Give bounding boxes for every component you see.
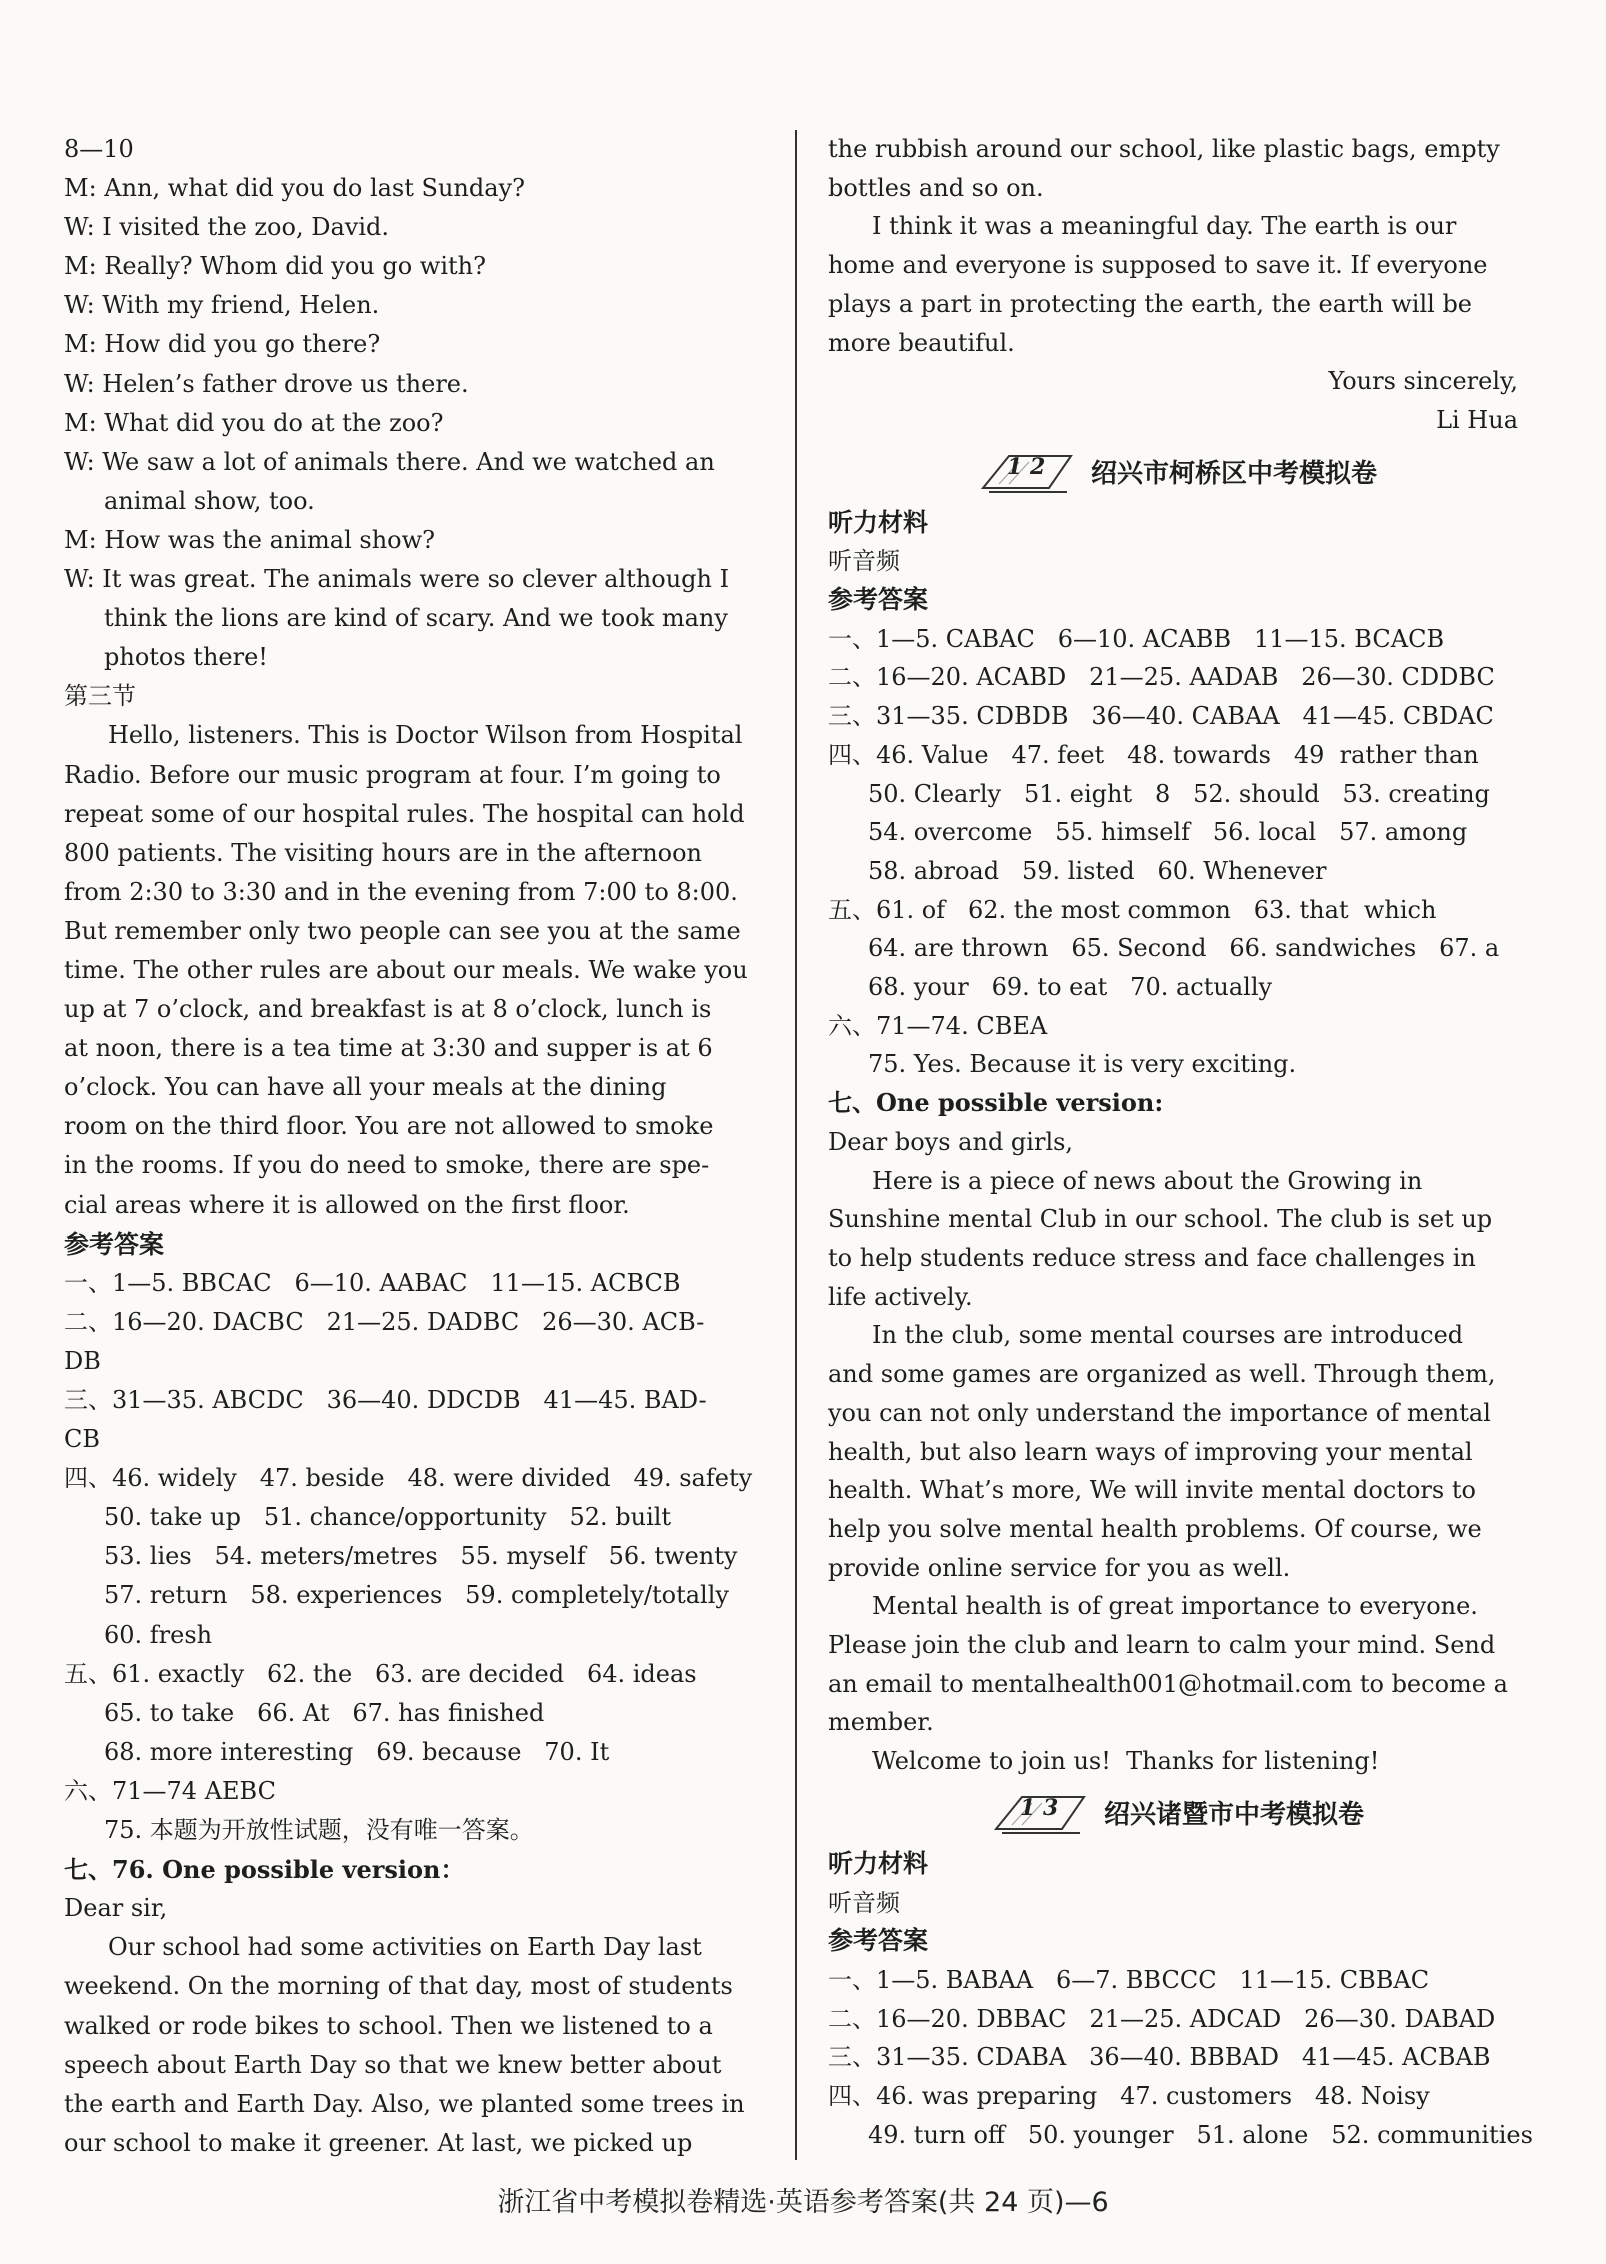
text-line: 五、61. of 62. the most common 63. that which — [828, 895, 1437, 924]
text-line: 七、76. One possible version： — [64, 1855, 465, 1885]
text-line: In the club, some mental courses are introduced — [872, 1321, 1464, 1350]
text-line: Here is a piece of news about the Growing in — [872, 1166, 1423, 1195]
section-header-12 — [828, 440, 1528, 504]
text-line: 听力材料 — [828, 507, 929, 537]
text-line: 三、31—35. CDBDB 36—40. CABAA 41—45. CBDAC — [828, 702, 1494, 731]
text-line: Please join the club and learn to calm your mind. Send — [828, 1631, 1496, 1660]
text-line: at noon, there is a tea time at 3:30 and supper is at 6 — [64, 1034, 713, 1063]
text-line: life actively. — [828, 1282, 973, 1311]
text-line: CB — [64, 1425, 100, 1454]
text-line: DB — [64, 1346, 101, 1375]
text-line: our school to make it greener. At last, we picked up — [64, 2128, 693, 2157]
text-line: the earth and Earth Day. Also, we planted some trees in — [64, 2089, 745, 2118]
text-line: help you solve mental health problems. Of course, we — [828, 1514, 1482, 1543]
section-number: 1 2 — [1006, 453, 1046, 480]
text-line: 四、46. widely 47. beside 48. were divided 49. safety — [64, 1464, 753, 1493]
section-13-body — [828, 1845, 1533, 2155]
text-line: o’clock. You can have all your meals at the dining — [64, 1073, 667, 1102]
section-number: 1 3 — [1019, 1794, 1059, 1821]
text-line: member. — [828, 1708, 934, 1737]
text-line: 64. are thrown 65. Second 66. sandwiches 67. a — [868, 934, 1500, 963]
letter-continuation — [828, 130, 1528, 440]
text-line: think the lions are kind of scary. And we took many — [104, 604, 728, 633]
book-icon — [992, 1791, 1088, 1835]
text-line: weekend. On the morning of that day, most of students — [64, 1972, 733, 2001]
text-line: 54. overcome 55. himself 56. local 57. among — [868, 818, 1468, 847]
text-line: 68. more interesting 69. because 70. It — [104, 1737, 610, 1766]
text-line: to help students reduce stress and face challenges in — [828, 1243, 1476, 1272]
section-header-13 — [828, 1781, 1528, 1845]
text-line: 三、31—35. CDABA 36—40. BBBAD 41—45. ACBAB — [828, 2043, 1491, 2072]
text-line: time. The other rules are about our meals. We wake you — [64, 955, 748, 984]
text-line: 六、71—74. CBEA — [828, 1011, 1048, 1040]
text-line: 68. your 69. to eat 70. actually — [868, 973, 1273, 1002]
text-line: cial areas where it is allowed on the first floor. — [64, 1190, 630, 1219]
text-line: 53. lies 54. meters/metres 55. myself 56. twenty — [104, 1542, 738, 1571]
text-line: from 2:30 to 3:30 and in the evening from 7:00 to 8:00. — [64, 877, 738, 906]
section-12-body — [828, 504, 1528, 1781]
text-line: But remember only two people can see you at the same — [64, 916, 741, 945]
text-line: M: Really? Whom did you go with? — [64, 252, 486, 281]
text-line: I think it was a meaningful day. The earth is our — [872, 212, 1457, 241]
text-line: Welcome to join us! Thanks for listening! — [872, 1747, 1380, 1776]
text-line: W: With my friend, Helen. — [64, 291, 380, 320]
text-line: in the rooms. If you do need to smoke, there are spe- — [64, 1151, 710, 1180]
book-icon — [979, 450, 1075, 494]
text-line: 三、31—35. ABCDC 36—40. DDCDB 41—45. BAD- — [64, 1386, 707, 1414]
text-line: Dear boys and girls, — [828, 1127, 1074, 1156]
text-line: 65. to take 66. At 67. has finished — [104, 1698, 545, 1727]
text-line: W: I visited the zoo, David. — [64, 213, 389, 242]
text-line: W: We saw a lot of animals there. And we watched an — [64, 447, 715, 476]
text-line: 第三节 — [64, 682, 136, 711]
text-line: 75. Yes. Because it is very exciting. — [868, 1050, 1297, 1079]
text-line: an email to mentalhealth001@hotmail.com to become a — [828, 1669, 1508, 1698]
text-line: M: Ann, what did you do last Sunday? — [64, 174, 525, 203]
text-line: home and everyone is supposed to save it. If everyone — [828, 251, 1488, 280]
text-line: 听力材料 — [828, 1848, 929, 1878]
text-line: 50. take up 51. chance/opportunity 52. built — [104, 1503, 672, 1532]
text-line: Mental health is of great importance to everyone. — [872, 1592, 1478, 1621]
text-line: M: How did you go there? — [64, 330, 381, 359]
text-line: 参考答案 — [64, 1229, 165, 1259]
text-line: animal show, too. — [104, 486, 315, 515]
text-line: 听音频 — [828, 547, 900, 576]
text-line: Li Hua — [1436, 405, 1518, 434]
text-line: 五、61. exactly 62. the 63. are decided 64. ideas — [64, 1659, 697, 1688]
text-line: M: How was the animal show? — [64, 525, 436, 554]
text-line: repeat some of our hospital rules. The hospital can hold — [64, 799, 745, 828]
text-line: W: Helen’s father drove us there. — [64, 369, 469, 398]
text-line: provide online service for you as well. — [828, 1553, 1291, 1582]
text-line: health. What’s more, We will invite mental doctors to — [828, 1476, 1476, 1505]
text-line: 听音频 — [828, 1888, 900, 1917]
text-line: room on the third floor. You are not allowed to smoke — [64, 1112, 714, 1141]
text-line: 57. return 58. experiences 59. completely/totally — [104, 1581, 729, 1610]
text-line: Dear sir, — [64, 1894, 168, 1923]
page-footer: 浙江省中考模拟卷精选·英语参考答案(共 24 页)—6 — [497, 2187, 1109, 2218]
text-line: Sunshine mental Club in our school. The club is set up — [828, 1205, 1493, 1234]
text-line: 二、16—20. DACBC 21—25. DADBC 26—30. ACB- — [64, 1307, 705, 1336]
text-line: speech about Earth Day so that we knew better about — [64, 2050, 722, 2079]
text-line: you can not only understand the importance of mental — [828, 1398, 1491, 1427]
text-line: Radio. Before our music program at four. I’m going to — [64, 760, 721, 789]
text-line: 800 patients. The visiting hours are in the afternoon — [64, 838, 703, 867]
left-column — [64, 130, 764, 2163]
text-line: 58. abroad 59. listed 60. Whenever — [868, 856, 1327, 885]
text-line: 六、71—74 AEBC — [64, 1776, 277, 1805]
text-line: photos there! — [104, 643, 268, 672]
text-line: 50. Clearly 51. eight 8 52. should 53. creating — [868, 779, 1490, 808]
text-line: plays a part in protecting the earth, the earth will be — [828, 289, 1473, 318]
text-line: 60. fresh — [104, 1620, 213, 1649]
section-title: 绍兴市柯桥区中考模拟卷 — [1090, 459, 1377, 490]
text-line: up at 7 o’clock, and breakfast is at 8 o’clock, lunch is — [64, 995, 712, 1024]
text-line: Hello, listeners. This is Doctor Wilson from Hospital — [108, 721, 743, 750]
right-column — [828, 130, 1533, 2154]
column-divider — [795, 130, 797, 2160]
text-line: 七、One possible version: — [828, 1088, 1164, 1118]
text-line: 75. 本题为开放性试题，没有唯一答案。 — [104, 1816, 534, 1845]
text-line: 二、16—20. DBBAC 21—25. ADCAD 26—30. DABAD — [828, 2004, 1496, 2033]
text-line: the rubbish around our school, like plastic bags, empty — [828, 135, 1500, 163]
text-line: 二、16—20. ACABD 21—25. AADAB 26—30. CDDBC — [828, 663, 1495, 692]
text-line: health, but also learn ways of improving your mental — [828, 1437, 1473, 1466]
text-line: Our school had some activities on Earth Day last — [108, 1933, 702, 1962]
text-line: bottles and so on. — [828, 173, 1044, 202]
text-line: more beautiful. — [828, 328, 1015, 357]
text-line: 参考答案 — [828, 585, 929, 615]
text-line: 参考答案 — [828, 1926, 929, 1956]
text-line: 49. turn off 50. younger 51. alone 52. communities — [868, 2120, 1533, 2149]
text-line: and some games are organized as well. Through them, — [828, 1360, 1496, 1389]
section-title: 绍兴诸暨市中考模拟卷 — [1103, 1800, 1364, 1831]
text-line: 一、1—5. BABAA 6—7. BBCCC 11—15. CBBAC — [828, 1965, 1430, 1994]
text-line: 四、46. Value 47. feet 48. towards 49 rather than — [828, 740, 1479, 769]
text-line: M: What did you do at the zoo? — [64, 408, 444, 437]
text-line: W: It was great. The animals were so clever although I — [64, 565, 730, 594]
text-line: 8—10 — [64, 135, 134, 163]
text-line: 一、1—5. BBCAC 6—10. AABAC 11—15. ACBCB — [64, 1268, 681, 1297]
text-line: 四、46. was preparing 47. customers 48. Noisy — [828, 2082, 1430, 2111]
text-line: walked or rode bikes to school. Then we listened to a — [64, 2011, 713, 2040]
text-line: Yours sincerely, — [1328, 367, 1518, 396]
text-line: 一、1—5. CABAC 6—10. ACABB 11—15. BCACB — [828, 624, 1445, 653]
